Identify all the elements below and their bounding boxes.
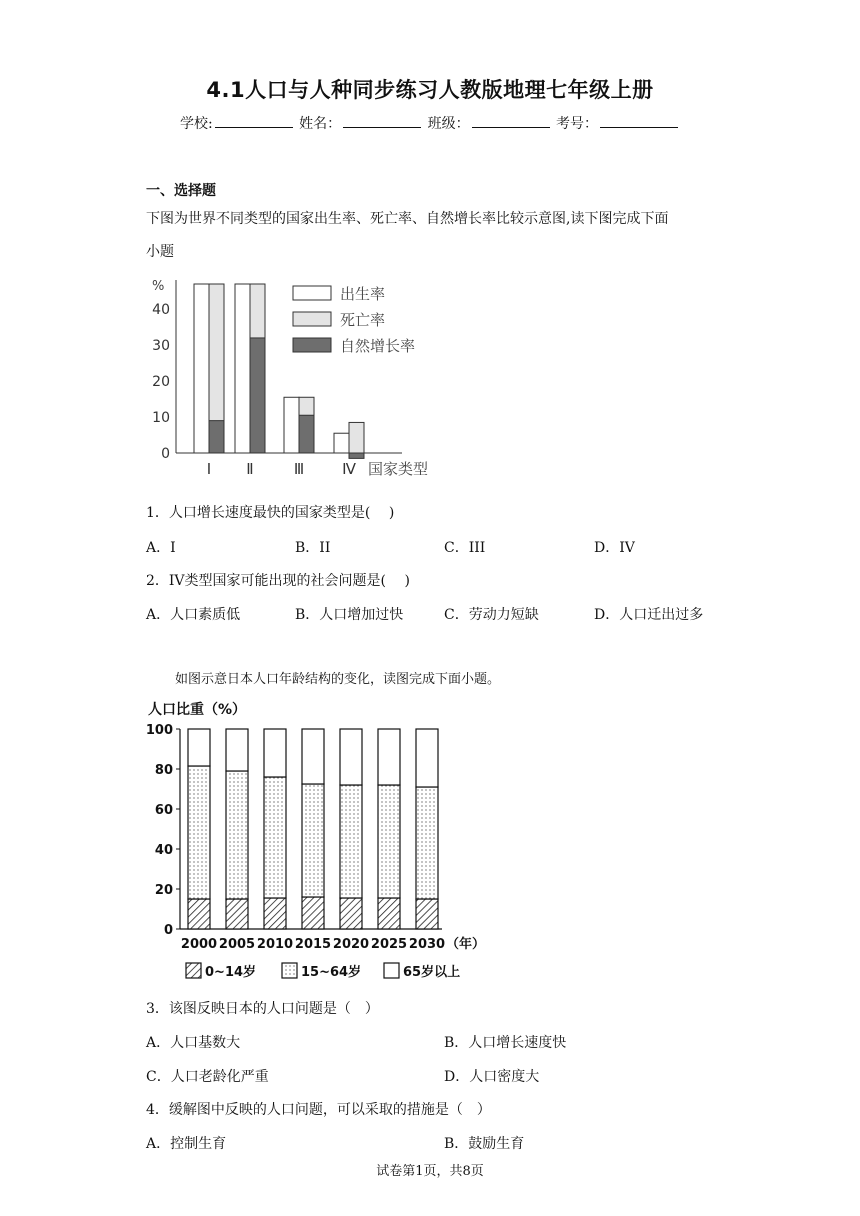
y-tick-label: 0 (163, 923, 173, 938)
y-tick-label: 40 (154, 843, 173, 858)
x-tick-label: 2030 (408, 937, 446, 952)
y-tick-label: 80 (154, 763, 173, 778)
school-blank[interactable] (215, 115, 293, 128)
page-title: 4.1人口与人种同步练习人教版地理七年级上册 (206, 78, 654, 102)
age-0-14-bar (226, 899, 248, 929)
legend-swatch (186, 963, 201, 978)
y-tick-label: 20 (152, 374, 170, 391)
japan-age-chart (140, 696, 500, 986)
age-15-64-bar (188, 766, 210, 899)
birth-death-chart (140, 272, 460, 487)
age-15-64-bar (302, 784, 324, 897)
legend-label: 0~14岁 (205, 965, 257, 980)
age-65-plus-bar (226, 729, 248, 771)
legend-label: 自然增长率 (340, 337, 416, 355)
q1-option-c[interactable]: C．III (444, 540, 486, 556)
q1-option-b[interactable]: B．II (295, 540, 331, 556)
x-tick-label: 2005 (218, 937, 256, 952)
q2-option-d[interactable]: D．人口迁出过多 (594, 607, 704, 623)
q4-option-b[interactable]: B．鼓励生育 (444, 1136, 525, 1152)
x-axis-label: （年） (446, 937, 486, 952)
question-1: 1．人口增长速度最快的国家类型是( ) (146, 505, 395, 521)
question-4: 4．缓解图中反映的人口问题，可以采取的措施是（ ） (146, 1102, 491, 1118)
natural-growth-bar (209, 421, 224, 453)
birth-rate-bar (235, 284, 250, 453)
intro-text-1b: 小题 (146, 244, 174, 260)
natural-growth-bar (250, 338, 265, 453)
age-0-14-bar (188, 899, 210, 929)
death-rate-bar (349, 422, 364, 453)
y-tick-label: 10 (152, 410, 170, 427)
intro-text-2: 如图示意日本人口年龄结构的变化，读图完成下面小题。 (175, 672, 501, 687)
x-tick-label: Ⅲ (293, 460, 305, 478)
age-0-14-bar (302, 897, 324, 929)
q3-option-a[interactable]: A．人口基数大 (146, 1035, 241, 1051)
birth-rate-bar (334, 433, 349, 453)
q4-option-a[interactable]: A．控制生育 (146, 1136, 227, 1152)
x-tick-label: Ⅰ (206, 460, 212, 478)
age-15-64-bar (340, 785, 362, 898)
natural-growth-bar (349, 453, 364, 458)
age-65-plus-bar (302, 729, 324, 784)
y-axis-label: 人口比重（%） (148, 702, 247, 718)
age-15-64-bar (226, 771, 248, 899)
q3-option-b[interactable]: B．人口增长速度快 (444, 1035, 567, 1051)
section-heading: 一、选择题 (146, 183, 216, 199)
legend-label: 出生率 (340, 285, 386, 303)
school-label: 学校: (179, 116, 213, 132)
birth-rate-bar (194, 284, 209, 453)
age-15-64-bar (416, 787, 438, 899)
y-tick-label: 100 (145, 723, 173, 738)
legend-swatch (293, 312, 331, 326)
exam-no-label: 考号： (556, 116, 599, 132)
x-axis-label: 国家类型 (368, 460, 429, 478)
y-tick-label: 20 (154, 883, 173, 898)
y-axis-label: % (152, 279, 165, 294)
y-tick-label: 0 (161, 446, 170, 462)
q1-option-d[interactable]: D．IV (594, 540, 635, 556)
legend-label: 65岁以上 (403, 965, 461, 980)
question-2: 2．IV类型国家可能出现的社会问题是( ) (146, 573, 410, 589)
legend-swatch (282, 963, 297, 978)
x-tick-label: 2020 (332, 937, 370, 952)
x-tick-label: 2010 (256, 937, 294, 952)
page-footer: 试卷第1页，共8页 (376, 1164, 484, 1179)
legend-swatch (293, 286, 331, 300)
age-0-14-bar (416, 899, 438, 929)
age-0-14-bar (340, 898, 362, 929)
legend-label: 15~64岁 (301, 965, 362, 980)
exam-no-blank[interactable] (600, 115, 678, 128)
legend-swatch (293, 338, 331, 352)
q3-option-d[interactable]: D．人口密度大 (444, 1069, 540, 1085)
x-tick-label: Ⅳ (342, 460, 356, 478)
student-info-line (0, 113, 860, 133)
y-tick-label: 60 (154, 803, 173, 818)
x-tick-label: 2015 (294, 937, 332, 952)
q3-option-c[interactable]: C．人口老龄化严重 (146, 1069, 269, 1085)
question-3: 3．该图反映日本的人口问题是（ ） (146, 1001, 379, 1017)
y-tick-label: 40 (152, 302, 170, 319)
q1-option-a[interactable]: A．I (146, 540, 176, 556)
legend-swatch (384, 963, 399, 978)
q2-option-c[interactable]: C．劳动力短缺 (444, 607, 539, 623)
x-tick-label: Ⅱ (246, 460, 254, 478)
age-65-plus-bar (188, 729, 210, 766)
intro-text-1: 下图为世界不同类型的国家出生率、死亡率、自然增长率比较示意图,读下图完成下面 (146, 211, 669, 227)
birth-rate-bar (284, 397, 299, 453)
q2-option-a[interactable]: A．人口素质低 (146, 607, 241, 623)
age-15-64-bar (264, 777, 286, 898)
age-65-plus-bar (340, 729, 362, 785)
class-blank[interactable] (472, 115, 550, 128)
y-tick-label: 30 (152, 338, 170, 355)
q2-option-b[interactable]: B．人口增加过快 (295, 607, 404, 623)
age-65-plus-bar (416, 729, 438, 787)
natural-growth-bar (299, 415, 314, 453)
age-65-plus-bar (378, 729, 400, 785)
legend-label: 死亡率 (340, 311, 386, 329)
x-tick-label: 2025 (370, 937, 408, 952)
age-0-14-bar (264, 898, 286, 929)
age-0-14-bar (378, 898, 400, 929)
name-label: 姓名： (299, 116, 342, 132)
age-15-64-bar (378, 785, 400, 898)
name-blank[interactable] (343, 115, 421, 128)
x-tick-label: 2000 (180, 937, 218, 952)
age-65-plus-bar (264, 729, 286, 777)
class-label: 班级： (427, 116, 470, 132)
